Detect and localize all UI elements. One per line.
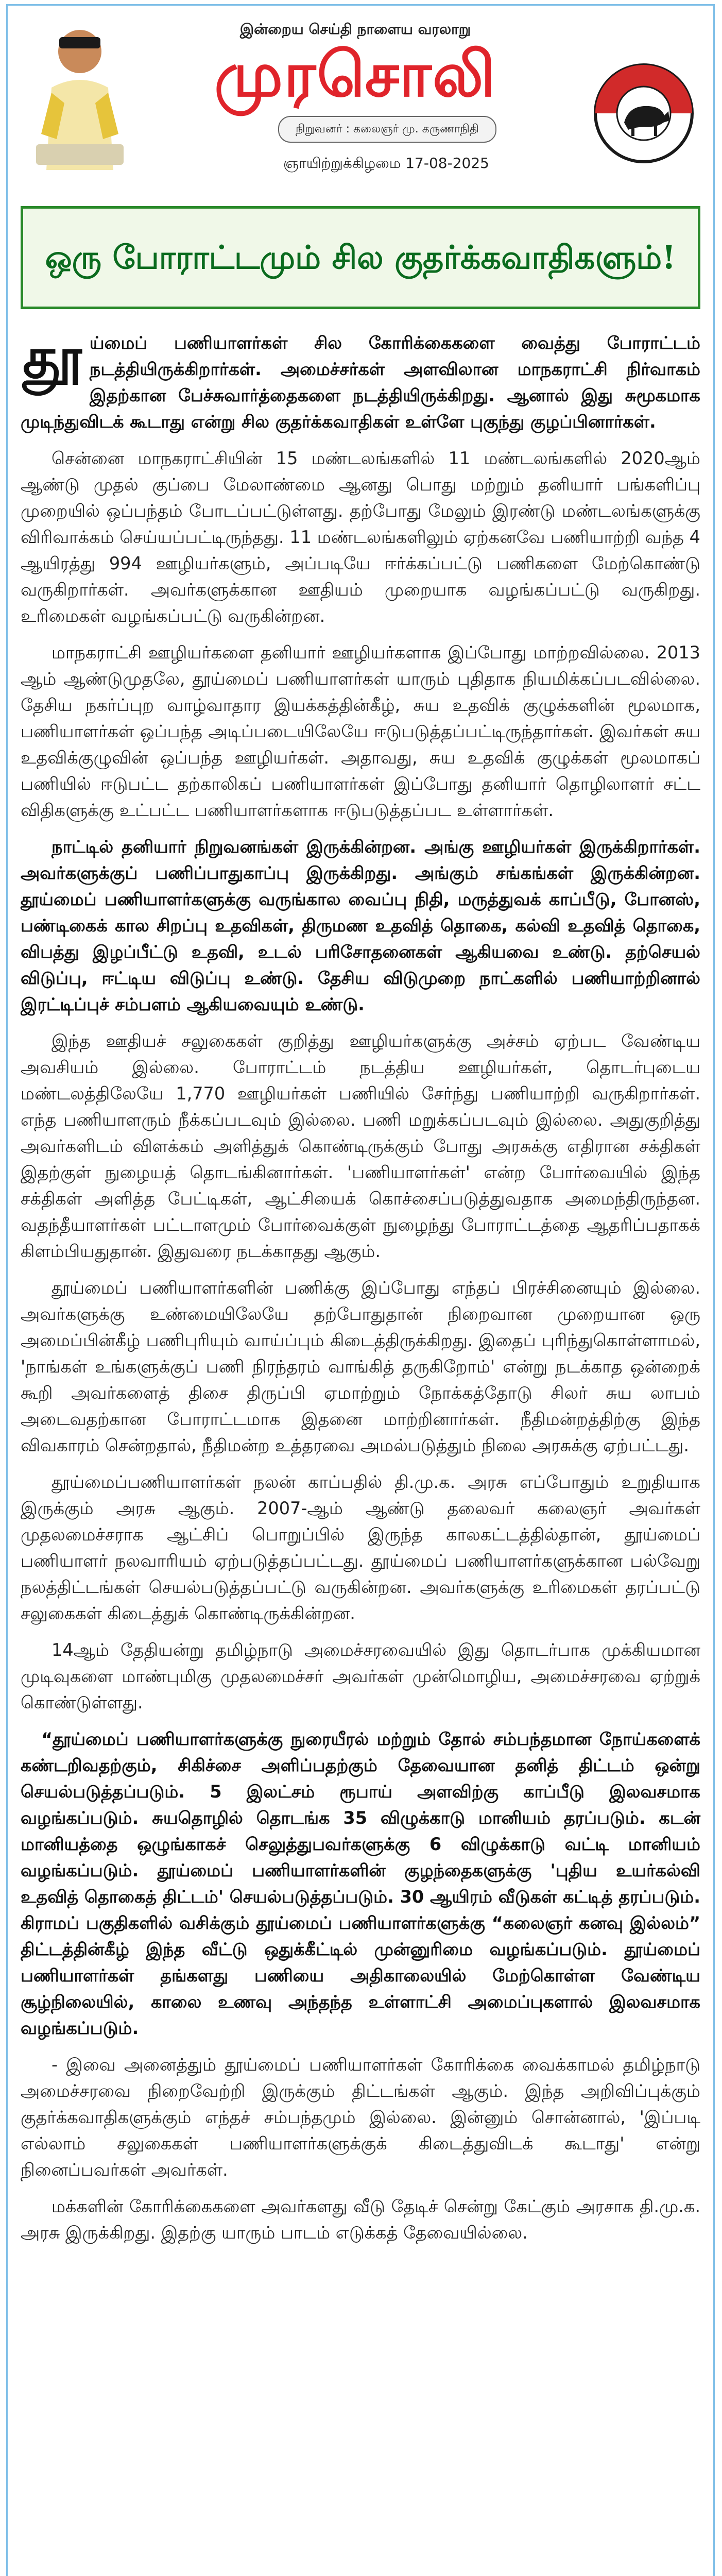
paragraph-text: ய்மைப் பணியாளர்கள் சில கோரிக்கைகளை வைத்து போராட்டம் நடத்தியிருக்கிறார்கள். அமைச்சர்கள் அளவிலான மாநகராட்சி நிர்வாகம் இதற்கான பேச்சுவார்த்தைகளை நடத்தியிருக்கிறது. ஆனால் இது சுமூகமாக முடிந்துவிடக் கூடாது என்று சில குதர்க்கவாதிகள் உள்ளே புகுந்து குழப்பினார்கள். [21,333,700,432]
cabinet-decision-quote: “தூய்மைப் பணியாளர்களுக்கு நுரையீரல் மற்றும் தோல் சம்பந்தமான நோய்களைக் கண்டறிவதற்கும், சிகிச்சை அளிப்பதற்கும் தேவையான தனித் திட்டம் ஒன்று செயல்படுத்தப்படும். 5 இலட்சம் ரூபாய் அளவிற்கு காப்பீடு இலவசமாக வழங்கப்படும். சுயதொழில் தொடங்க 35 விழுக்காடு மானியம் தரப்படும். கடன் மானியத்தை ஒழுங்காகச் செலுத்துபவர்களுக்கு 6 விழுக்காடு வட்டி மானியம் வழங்கப்படும். தூய்மைப் பணியாளர்களின் குழந்தைகளுக்கு 'புதிய உயர்கல்வி உதவித் தொகைத் திட்டம்' செயல்படுத்தப்படும். 30 ஆயிரம் வீடுகள் கட்டித் தரப்படும். கிராமப் பகுதிகளில் வசிக்கும் தூய்மைப் பணியாளர்களுக்கு “கலைஞர் கனவு இல்லம்” திட்டத்தின்கீழ் இந்த வீட்டு ஒதுக்கீட்டில் முன்னுரிமை வழங்கப்படும். தூய்மைப் பணியாளர்கள் தங்களது பணியை அதிகாலையில் மேற்கொள்ள வேண்டிய சூழ்நிலையில், காலை உணவு அந்தந்த உள்ளாட்சி அமைப்புகளால் இலவசமாக வழங்கப்படும். [21,1729,700,2038]
article-paragraph [21,324,700,435]
article-body [21,324,700,2256]
founder-portrait-icon [21,15,139,175]
issue-date: ஞாயிற்றுக்கிழமை 17-08-2025 [283,155,489,172]
masthead-tagline: இன்றைய செய்தி நாளைய வரலாறு [239,21,471,38]
article-paragraph: - இவை அனைத்தும் தூய்மைப் பணியாளர்கள் கோரிக்கை வைக்காமல் தமிழ்நாடு அமைச்சரவை நிறைவேற்றி இருக்கும் திட்டங்கள் ஆகும். இந்த அறிவிப்புக்கும் குதர்க்கவாதிகளுக்கும் எந்தச் சம்பந்தமும் இல்லை. இன்னும் சொன்னால், 'இப்படி எல்லாம் சலுகைகள் பணியாளர்களுக்குக் கிடைத்துவிடக் கூடாது' என்று நினைப்பவர்கள் அவர்கள். [21,2055,700,2180]
article-paragraph: தூய்மைப் பணியாளர்களின் பணிக்கு இப்போது எந்தப் பிரச்சினையும் இல்லை. அவர்களுக்கு உண்மையிலேயே தற்போதுதான் நிறைவான முறையான ஒரு அமைப்பின்கீழ் பணிபுரியும் வாய்ப்பும் கிடைத்திருக்கிறது. இதைப் புரிந்துகொள்ளாமல், 'நாங்கள் உங்களுக்குப் பணி நிரந்தரம் வாங்கித் தருகிறோம்' என்று நடக்காத ஒன்றைக் கூறி அவர்களைத் திசை திருப்பி ஏமாற்றும் நோக்கத்தோடு சிலர் சுய லாபம் அடைவதற்கான போராட்டமாக இதனை மாற்றினார்கள். நீதிமன்றத்திற்கு இந்த விவகாரம் சென்றதால், நீதிமன்ற உத்தரவை அமல்படுத்தும் நிலை அரசுக்கு ஏற்பட்டது. [21,1278,700,1455]
headline: ஒரு போராட்டமும் சில குதர்க்கவாதிகளும்! [21,206,700,309]
article-paragraph: தூய்மைப்பணியாளர்கள் நலன் காப்பதில் தி.மு.க. அரசு எப்போதும் உறுதியாக இருக்கும் அரசு ஆகும். 2007-ஆம் ஆண்டு தலைவர் கலைஞர் அவர்கள் முதலமைச்சராக ஆட்சிப் பொறுப்பில் இருந்த காலகட்டத்தில்தான், தூய்மைப் பணியாளர் நலவாரியம் ஏற்படுத்தப்பட்டது. தூய்மைப் பணியாளர்களுக்கான பல்வேறு நலத்திட்டங்கள் செயல்படுத்தப்பட்டு வருகின்றன. அவர்களுக்கு உரிமைகள் தரப்பட்டு சலுகைகள் கிடைத்துக் கொண்டிருக்கின்றன. [21,1472,700,1623]
newspaper-title: முரசொலி [214,38,496,111]
article-paragraph: 14ஆம் தேதியன்று தமிழ்நாடு அமைச்சரவையில் இது தொடர்பாக முக்கியமான முடிவுகளை மாண்புமிகு முதலமைச்சர் அவர்கள் முன்மொழிய, அமைச்சரவை ஏற்றுக் கொண்டுள்ளது. [21,1640,700,1713]
article-paragraph: இந்த ஊதியச் சலுகைகள் குறித்து ஊழியர்களுக்கு அச்சம் ஏற்பட வேண்டிய அவசியம் இல்லை. போராட்டம் நடத்திய ஊழியர்கள், தொடர்புடைய மண்டலத்திலேயே 1,770 ஊழியர்கள் பணியில் சேர்ந்து பணியாற்றி வருகிறார்கள். எந்த பணியாளரும் நீக்கப்படவும் இல்லை. பணி மறுக்கப்படவும் இல்லை. அதுகுறித்து அவர்களிடம் விளக்கம் அளித்துக் கொண்டிருக்கும் போது அரசுக்கு எதிரான சக்திகள் இதற்குள் நுழையத் தொடங்கினார்கள். 'பணியாளர்கள்' என்ற போர்வையில் இந்த சக்திகள் அளித்த பேட்டிகள், ஆட்சியைக் கொச்சைப்படுத்துவதாக அமைந்திருந்தன. வதந்தீயாளர்கள் பட்டாளமும் போர்வைக்குள் நுழைந்து போராட்டத்தை ஆதரிப்பதாகக் கிளம்பியதுதான். இதுவரை நடக்காதது ஆகும். [21,1031,700,1261]
article-paragraph: சென்னை மாநகராட்சியின் 15 மண்டலங்களில் 11 மண்டலங்களில் 2020ஆம் ஆண்டு முதல் குப்பை மேலாண்மை ஆனது பொது மற்றும் தனியார் பங்களிப்பு முறையில் ஒப்பந்தம் போடப்பட்டுள்ளது. தற்போது மேலும் இரண்டு மண்டலங்களுக்கு விரிவாக்கம் செய்யப்பட்டிருந்தது. 11 மண்டலங்களிலும் ஏற்கனவே பணியாற்றி வந்த 4 ஆயிரத்து 994 ஊழியர்களும், அப்படியே ஈர்க்கப்பட்டு பணிகளை மேற்கொண்டு வருகிறார்கள். அவர்களுக்கான ஊதியம் முறையாக வழங்கப்பட்டு வருகிறது. உரிமைகள் வழங்கப்பட்டு வருகின்றன. [21,448,700,626]
drop-cap: தூ [23,324,82,391]
article-paragraph: மாநகராட்சி ஊழியர்களை தனியார் ஊழியர்களாக இப்போது மாற்றவில்லை. 2013 ஆம் ஆண்டுமுதலே, தூய்மைப் பணியாளர்கள் யாரும் புதிதாக நியமிக்கப்படவில்லை. தேசிய நகர்ப்புற வாழ்வாதார இயக்கத்தின்கீழ், சுய உதவிக் குழுக்களின் மூலமாக, பணியாளர்கள் ஒப்பந்த அடிப்படையிலேயே ஈடுபடுத்தப்பட்டிருந்தார்கள். இவர்கள் சுய உதவிக்குழுவின் ஒப்பந்த ஊழியர்கள். அதாவது, சுய உதவிக் குழுக்கள் மூலமாகப் பணியில் ஈடுபட்ட தற்காலிகப் பணியாளர்கள் இப்போது தனியார் தொழிலாளர் சட்ட விதிகளுக்கு உட்பட்ட பணியாளர்களாக ஈடுபடுத்தப்பட உள்ளார்கள். [21,642,700,820]
article-paragraph: மக்களின் கோரிக்கைகளை அவர்களது வீடு தேடிச் சென்று கேட்கும் அரசாக தி.மு.க. அரசு இருக்கிறது. இதற்கு யாரும் பாடம் எடுக்கத் தேவையில்லை. [21,2196,700,2243]
article-paragraph: நாட்டில் தனியார் நிறுவனங்கள் இருக்கின்றன. அங்கு ஊழியர்கள் இருக்கிறார்கள். அவர்களுக்குப் பணிப்பாதுகாப்பு இருக்கிறது. அங்கும் சங்கங்கள் இருக்கின்றன. தூய்மைப் பணியாளர்களுக்கு வருங்கால வைப்பு நிதி, மருத்துவக் காப்பீடு, போனஸ், பண்டிகைக் கால சிறப்பு உதவிகள், திருமண உதவித் தொகை, கல்வி உதவித் தொகை, விபத்து இழப்பீட்டு உதவி, உடல் பரிசோதனைகள் ஆகியவை உண்டு. தற்செயல் விடுப்பு, ஈட்டிய விடுப்பு உண்டு. தேசிய விடுமுறை நாட்களில் பணியாற்றினால் இரட்டிப்புச் சம்பளம் ஆகியவையும் உண்டு. [21,837,700,1014]
founder-label: நிறுவனர் : கலைஞர் மு. கருணாநிதி [278,116,496,143]
masthead [0,0,722,206]
party-emblem-icon [592,62,695,165]
